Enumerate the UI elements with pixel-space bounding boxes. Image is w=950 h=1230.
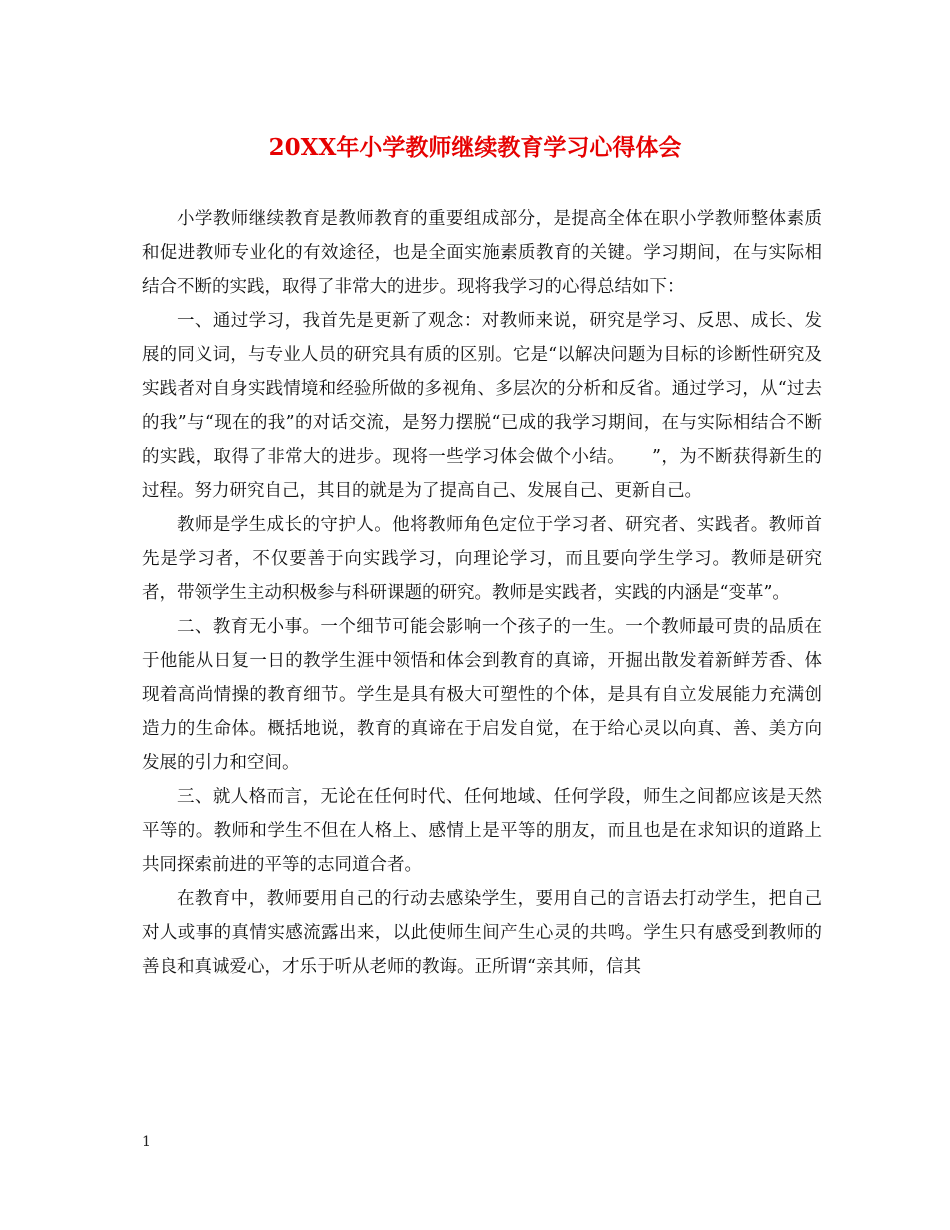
- document-body: [142, 202, 822, 984]
- paragraph-teacher-roles: 教师是学生成长的守护人。他将教师角色定位于学习者、研究者、实践者。教师首先是学习者，不仅要善于向实践学习，向理论学习，而且要向学生学习。教师是研究者，带领学生主动积极参与科研课题的研究。教师是实践者，实践的内涵是“变革”。: [142, 515, 822, 603]
- paragraph-intro: 小学教师继续教育是教师教育的重要组成部分，是提高全体在职小学教师整体素质和促进教师专业化的有效途径，也是全面实施素质教育的关键。学习期间，在与实际相结合不断的实践，取得了非常大的进步。现将我学习的心得总结如下：: [142, 209, 822, 297]
- paragraph-section-two: 二、教育无小事。一个细节可能会影响一个孩子的一生。一个教师最可贵的品质在于他能从日复一日的教学生涯中领悟和体会到教育的真谛，开掘出散发着新鲜芳香、体现着高尚情操的教育细节。学生是具有极大可塑性的个体，是具有自立发展能力充满创造力的生命体。概括地说，教育的真谛在于启发自觉，在于给心灵以向真、善、美方向发展的引力和空间。: [142, 617, 822, 773]
- paragraph-section-one: 一、通过学习，我首先是更新了观念：对教师来说，研究是学习、反思、成长、发展的同义词，与专业人员的研究具有质的区别。它是“以解决问题为目标的诊断性研究及实践者对自身实践情境和经验所做的多视角、多层次的分析和反省。通过学习，从“过去的我”与“现在的我”的对话交流，是努力摆脱“已成的我学习期间，在与实际相结合不断的实践，取得了非常大的进步。现将一些学习体会做个小结。 ”，为不断获得新生的过程。努力研究自己，其目的就是为了提高自己、发展自己、更新自己。: [142, 311, 822, 501]
- paragraph-section-three: 三、就人格而言，无论在任何时代、任何地域、任何学段，师生之间都应该是天然平等的。教师和学生不但在人格上、感情上是平等的朋友，而且也是在求知识的道路上共同探索前进的平等的志同道合者。: [142, 787, 822, 875]
- page-number: 1: [142, 1134, 151, 1150]
- document-title: 20XX年小学教师继续教育学习心得体会: [268, 134, 682, 161]
- paragraph-teaching-example: 在教育中，教师要用自己的行动去感染学生，要用自己的言语去打动学生，把自己对人或事的真情实感流露出来，以此使师生间产生心灵的共鸣。学生只有感受到教师的善良和真诚爱心，才乐于听从老师的教诲。正所谓“亲其师，信其: [142, 889, 822, 977]
